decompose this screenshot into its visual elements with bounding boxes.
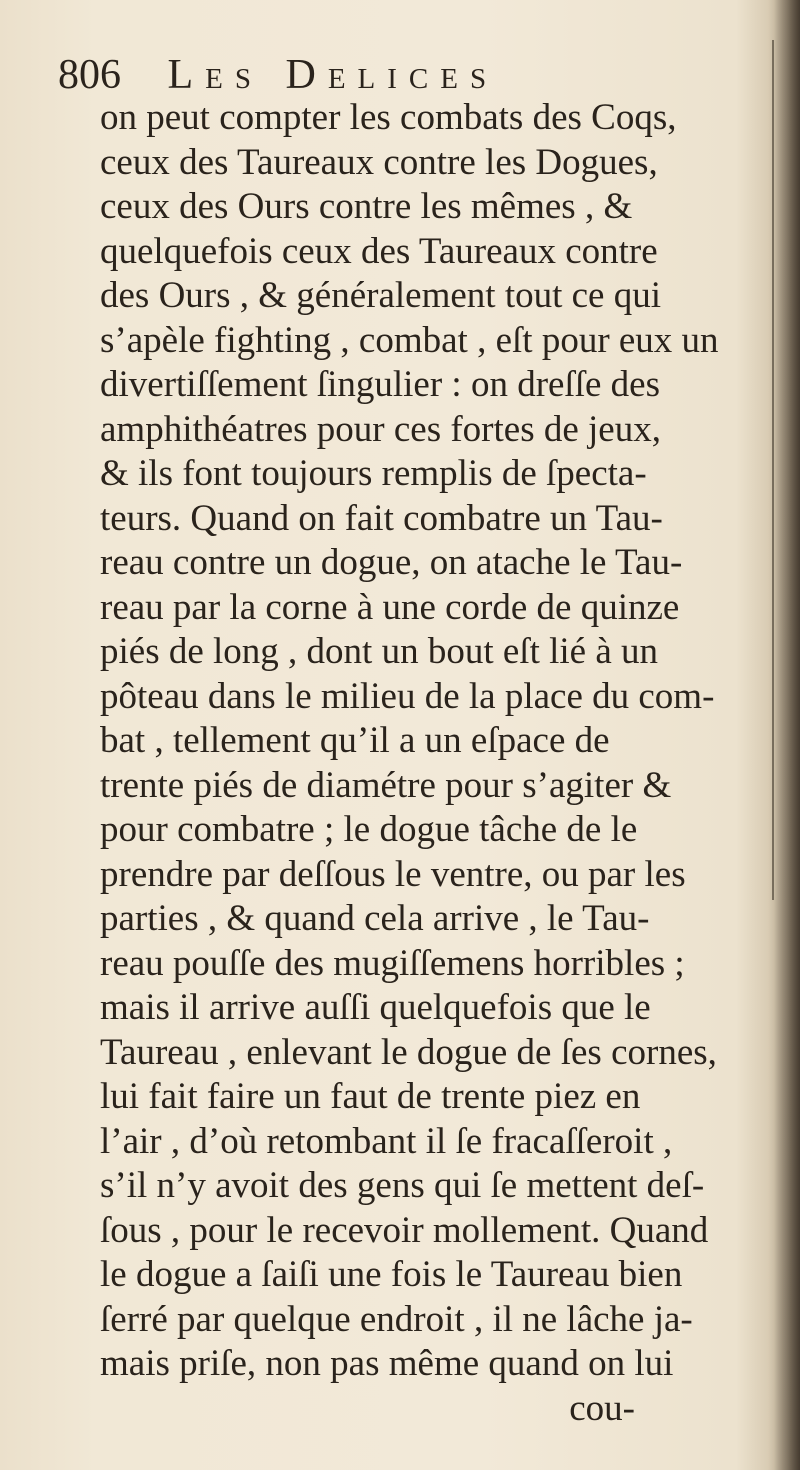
text-line: piés de long , dont un bout eſt lié à un	[100, 631, 658, 672]
text-line: s’apèle fighting , combat , eſt pour eux un	[100, 319, 719, 361]
text-line: mais il arrive auſſi quelquefois que le	[100, 987, 651, 1028]
text-line: parties , & quand cela arrive , le Tau-	[100, 898, 650, 939]
text-line: l’air , d’où retombant il ſe fracaſſeroit ,	[100, 1120, 673, 1162]
text-line: mais priſe, non pas même quand on lui	[100, 1343, 674, 1384]
text-line: teurs. Quand on fait combatre un Tau-	[100, 497, 663, 539]
text-line: divertiſſement ſingulier : on dreſſe des	[100, 364, 660, 405]
page-gutter-shadow	[774, 0, 800, 1470]
text-line: Taureau , enlevant le dogue de ſes cornes,	[100, 1031, 717, 1073]
running-title: Les Delices	[167, 52, 499, 98]
text-line: quelquefois ceux des Taureaux contre	[100, 230, 658, 272]
text-line: ſous , pour le recevoir mollement. Quand	[100, 1209, 709, 1251]
text-line: on peut compter les combats des Coqs,	[100, 97, 677, 138]
text-line: reau pouſſe des mugiſſemens horribles ;	[100, 942, 685, 984]
page-number: 806	[58, 52, 121, 98]
text-line: pôteau dans le milieu de la place du com-	[100, 675, 715, 717]
text-line: lui fait faire un faut de trente piez en	[100, 1076, 641, 1117]
text-line: amphithéatres pour ces fortes de jeux,	[100, 408, 661, 450]
text-line: reau contre un dogue, on atache le Tau-	[100, 542, 683, 583]
text-line: ſerré par quelque endroit , il ne lâche ja-	[100, 1298, 693, 1340]
text-line: le dogue a ſaiſi une fois le Taureau bien	[100, 1254, 683, 1295]
text-line: ceux des Taureaux contre les Dogues,	[100, 141, 658, 183]
text-line: s’il n’y avoit des gens qui ſe mettent deſ-	[100, 1165, 705, 1206]
body-text	[100, 96, 775, 1431]
catchword: cou-	[569, 1387, 635, 1429]
text-line: pour combatre ; le dogue tâche de le	[100, 809, 638, 850]
text-line: des Ours , & généralement tout ce qui	[100, 275, 661, 316]
text-line: & ils font toujours remplis de ſpecta-	[100, 453, 647, 494]
text-line: reau par la corne à une corde de quinze	[100, 586, 680, 628]
text-line: ceux des Ours contre les mêmes , &	[100, 186, 633, 227]
text-line: bat , tellement qu’il a un eſpace de	[100, 720, 610, 761]
text-line: trente piés de diamétre pour s’agiter &	[100, 764, 672, 806]
text-line: prendre par deſſous le ventre, ou par les	[100, 853, 686, 895]
